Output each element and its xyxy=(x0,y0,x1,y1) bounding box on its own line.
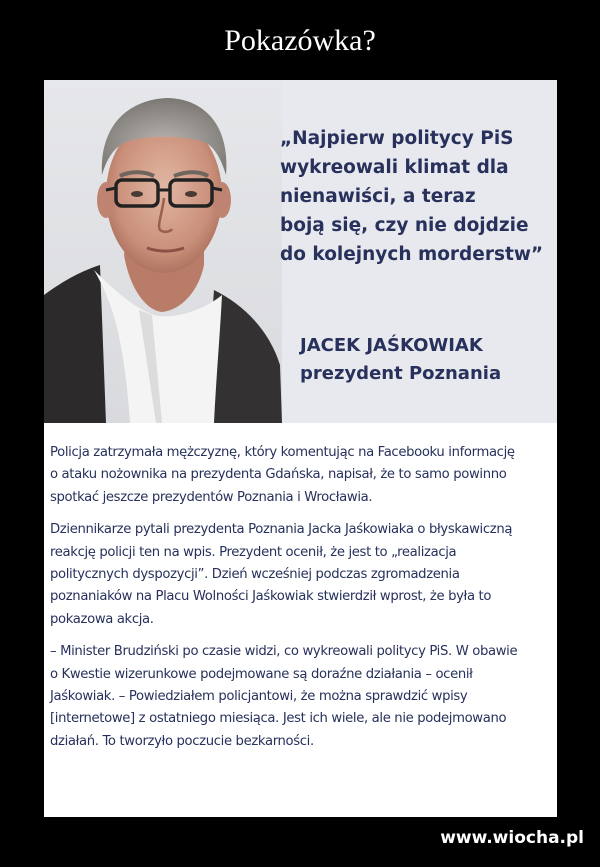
article-panel xyxy=(44,80,557,817)
paragraph xyxy=(50,641,553,753)
site-watermark: www.wiocha.pl xyxy=(440,828,584,848)
quote-line: „Najpierw politycy PiS xyxy=(280,128,514,149)
article-body xyxy=(50,442,553,763)
author-role: prezydent Poznania xyxy=(300,363,502,384)
text-line: o Kwestie wizerunkowe podejmowane są doraźne działania – ocenił xyxy=(50,666,473,682)
text-line: działań. To tworzyło poczucie bezkarności. xyxy=(50,733,314,749)
text-line: Jaśkowiak. – Powiedziałem policjantowi, że można sprawdzić wpisy xyxy=(50,689,468,705)
text-line: spotkać jeszcze prezydentów Poznania i Wrocławia. xyxy=(50,489,373,505)
text-line: pokazowa akcja. xyxy=(50,611,154,627)
page-title: Pokazówka? xyxy=(224,24,376,57)
quote-line: do kolejnych morderstw” xyxy=(280,244,544,265)
text-line: Dziennikarze pytali prezydenta Poznania Jacka Jaśkowiaka o błyskawiczną xyxy=(50,522,513,538)
text-line: – Minister Brudziński po czasie widzi, co wykreowali politycy PiS. W obawie xyxy=(50,644,518,660)
quote-author xyxy=(300,332,501,388)
quote-line: wykreowali klimat dla xyxy=(280,157,509,178)
text-line: Policja zatrzymała mężczyznę, który komentując na Facebooku informację xyxy=(50,445,515,460)
portrait-photo xyxy=(44,80,282,423)
quote-banner xyxy=(44,80,557,423)
paragraph xyxy=(50,519,553,631)
text-line: reakcję policji ten na wpis. Prezydent ocenił, że jest to „realizacja xyxy=(50,544,457,560)
quote-text xyxy=(280,124,550,269)
text-line: o ataku nożownika na prezydenta Gdańska, napisał, że to samo powinno xyxy=(50,467,507,483)
quote-line: nienawiści, a teraz xyxy=(280,186,476,207)
author-name: JACEK JAŚKOWIAK xyxy=(300,335,483,356)
text-line: poznaniaków na Placu Wolności Jaśkowiak stwierdził wprost, że była to xyxy=(50,589,492,605)
text-line: politycznych dyspozycji”. Dzień wcześniej podczas zgromadzenia xyxy=(50,567,460,583)
quote-line: boją się, czy nie dojdzie xyxy=(280,215,529,236)
text-line: [internetowe] z ostatniego miesiąca. Jest ich wiele, ale nie podejmowano xyxy=(50,711,507,727)
paragraph xyxy=(50,442,553,509)
